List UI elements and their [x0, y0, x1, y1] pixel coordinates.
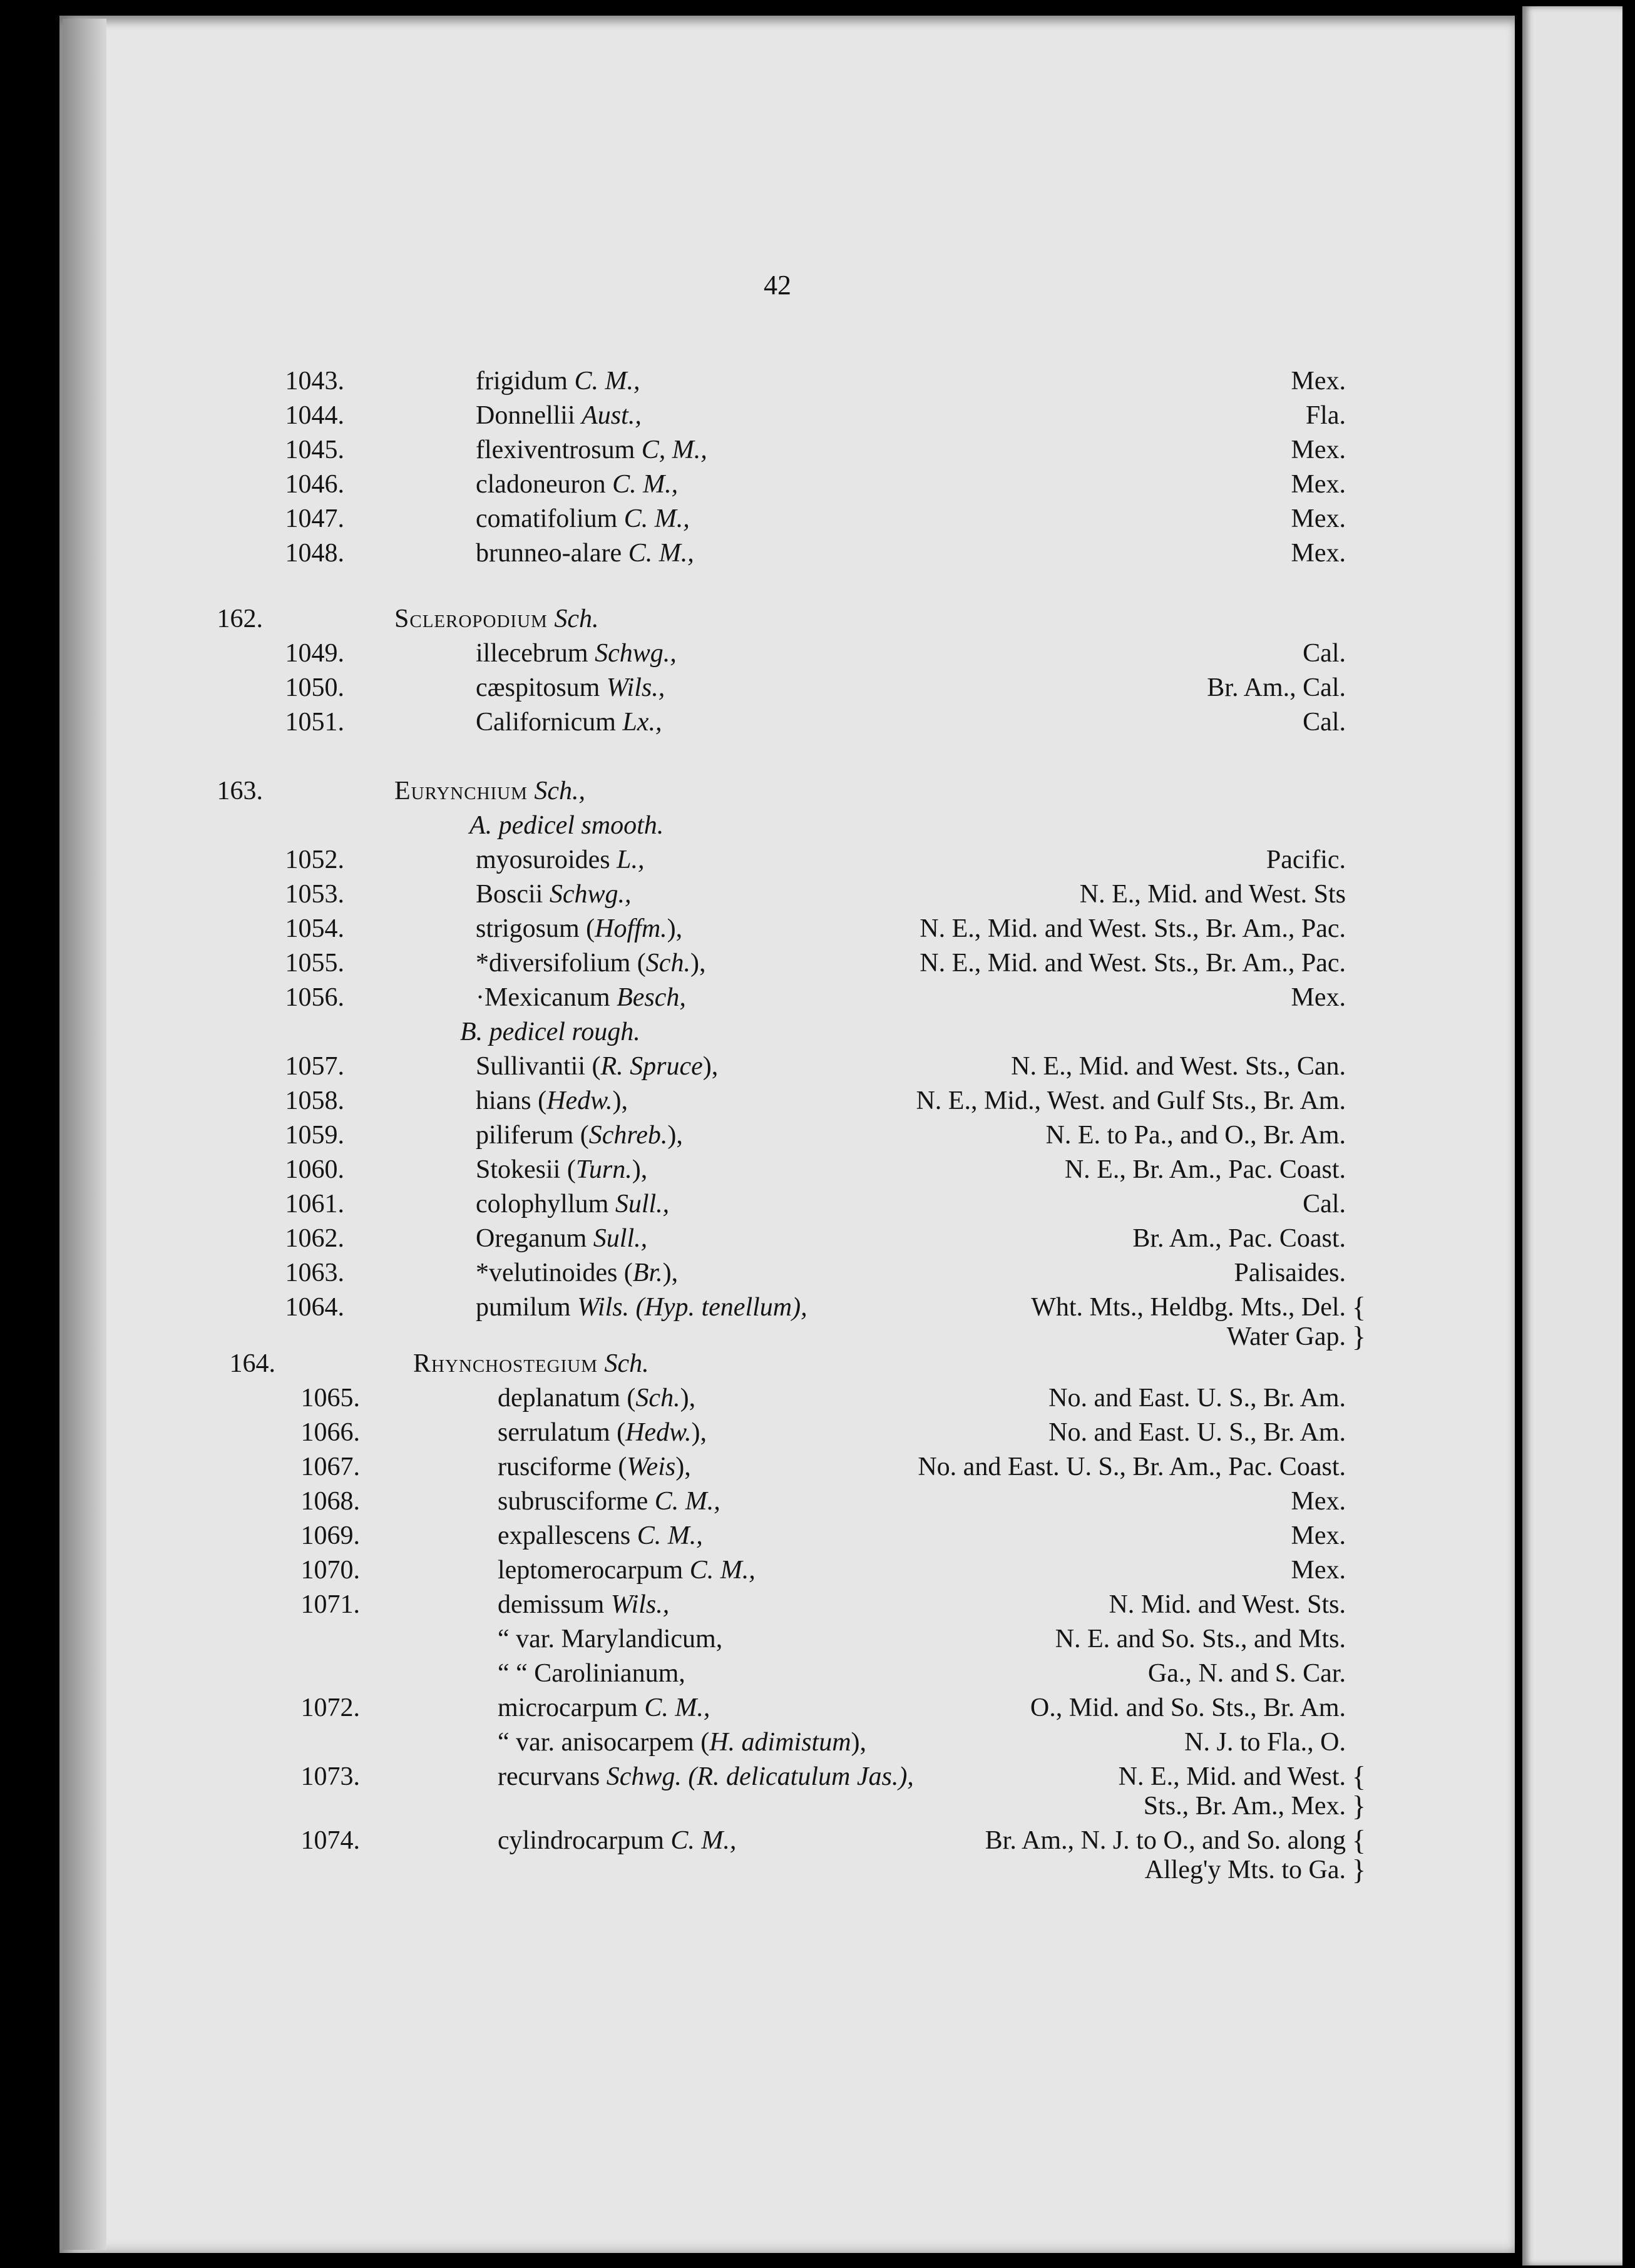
- species-author: C. M.,: [644, 1693, 710, 1722]
- species-author-close: ),: [851, 1728, 867, 1757]
- distribution: Cal.: [1303, 639, 1346, 668]
- distribution: Br. Am., Cal.: [1207, 673, 1346, 702]
- species-epithet: microcarpum: [498, 1693, 638, 1722]
- species-author-close: ),: [632, 1155, 648, 1184]
- distribution: Mex.: [1291, 504, 1346, 533]
- list-item: [0, 1483, 1346, 1520]
- species-epithet: illecebrum: [476, 639, 588, 668]
- entry-number: 1056.: [285, 983, 344, 1012]
- species-epithet: cylindrocarpum: [498, 1826, 664, 1855]
- species-author: C. M.,: [637, 1521, 703, 1550]
- entry-number: 1049.: [285, 639, 344, 668]
- species-author: Hoffm.: [595, 914, 667, 943]
- entry-number: 1043.: [285, 367, 344, 396]
- species-author: Wils. (Hyp. tenellum),: [577, 1293, 807, 1322]
- species-author: C. M.,: [670, 1826, 737, 1855]
- species-author: Hedw.: [546, 1086, 613, 1115]
- entry-number: 1069.: [300, 1521, 360, 1550]
- list-item: [0, 363, 1346, 399]
- species-author-close: ),: [667, 914, 683, 943]
- genus-author: Sch.,: [534, 777, 586, 805]
- species-author: Lx.,: [622, 708, 662, 737]
- entry-number: 1053.: [285, 880, 344, 909]
- genus-title: Eurynchium: [394, 777, 528, 805]
- distribution: Mex.: [1291, 1487, 1346, 1516]
- species-author: R. Spruce: [600, 1052, 703, 1081]
- entry-number: 1048.: [285, 539, 344, 568]
- species-author: Schwg.,: [595, 639, 677, 668]
- genus-author: Sch.: [554, 605, 599, 633]
- genus-heading: [0, 1346, 1346, 1382]
- species-author-close: ),: [667, 1121, 683, 1150]
- entry-number: 1047.: [285, 504, 344, 533]
- species-epithet: Stokesii (: [476, 1155, 576, 1184]
- list-item: [0, 945, 1346, 981]
- distribution: Mex.: [1291, 436, 1346, 464]
- subgroup-label: A. pedicel smooth.: [469, 811, 664, 840]
- genus-heading: [0, 773, 1346, 809]
- species-author: C. M.,: [689, 1556, 756, 1585]
- species-epithet: recurvans: [498, 1762, 600, 1791]
- species-author: C. M.,: [654, 1487, 720, 1516]
- page-number: 42: [764, 270, 791, 300]
- distribution: N. E., Mid. and West. Sts., Br. Am., Pac.: [920, 914, 1346, 943]
- list-item: [0, 1048, 1346, 1085]
- distribution: N. J. to Fla., O.: [1184, 1728, 1346, 1757]
- entry-number: 1057.: [285, 1052, 344, 1081]
- entry-number: 1070.: [300, 1556, 360, 1585]
- species-author: C. M.,: [612, 470, 679, 499]
- species-epithet: *velutinoides (: [476, 1259, 633, 1287]
- distribution: Mex.: [1291, 1556, 1346, 1585]
- list-item: [0, 1655, 1346, 1692]
- distribution: Wht. Mts., Heldbg. Mts., Del.: [1031, 1293, 1346, 1322]
- list-item: [0, 1255, 1346, 1291]
- genus-name: [394, 773, 585, 809]
- species-author: C. M.,: [574, 367, 640, 396]
- species-author-close: ),: [702, 1052, 719, 1081]
- species-epithet: hians (: [476, 1086, 547, 1115]
- species-author: C. M.,: [623, 504, 690, 533]
- entry-number: 1059.: [285, 1121, 344, 1150]
- species-author-close: ),: [612, 1086, 628, 1115]
- list-item: [0, 635, 1346, 672]
- species-author-close: ),: [680, 1384, 696, 1412]
- entry-number: 1067.: [300, 1453, 360, 1481]
- species-author-close: ),: [690, 949, 706, 978]
- species-epithet: Donnellii: [476, 401, 575, 430]
- distribution: Mex.: [1291, 539, 1346, 568]
- genus-number: 162.: [217, 605, 263, 633]
- genus-name: [413, 1346, 649, 1382]
- list-item: [0, 1186, 1346, 1222]
- genus-title: Scleropodium: [394, 605, 548, 633]
- subgroup-label: B. pedicel rough.: [460, 1018, 640, 1046]
- distribution: Mex.: [1291, 470, 1346, 499]
- species-author: Weis: [627, 1453, 676, 1481]
- list-item: [0, 466, 1346, 503]
- species-author: Wils.,: [610, 1590, 670, 1619]
- distribution: N. E. and So. Sts., and Mts.: [1055, 1625, 1346, 1653]
- entry-number: 1046.: [285, 470, 344, 499]
- list-item: [0, 397, 1346, 434]
- species-author: Sch.: [635, 1384, 680, 1412]
- list-item: [0, 979, 1346, 1016]
- list-item: [0, 1380, 1346, 1416]
- species-author: Aust.,: [582, 401, 642, 430]
- distribution: Br. Am., Pac. Coast.: [1132, 1224, 1346, 1253]
- species-epithet: flexiventrosum: [476, 436, 635, 464]
- species-author: Besch,: [617, 983, 686, 1012]
- list-item: [0, 704, 1346, 740]
- species-epithet: pumilum: [476, 1293, 571, 1322]
- species-author: Sull.,: [615, 1190, 670, 1218]
- species-author: C, M.,: [641, 436, 707, 464]
- entry-number: 1073.: [300, 1762, 360, 1791]
- list-item: [0, 1518, 1346, 1554]
- list-item: [0, 432, 1346, 468]
- distribution: No. and East. U. S., Br. Am.: [1048, 1418, 1346, 1447]
- distribution: N. E. to Pa., and O., Br. Am.: [1045, 1121, 1346, 1150]
- brace-mark: }: [1351, 1320, 1366, 1352]
- species-epithet: serrulatum (: [498, 1418, 626, 1447]
- distribution: N. E., Mid. and West. Sts: [1079, 880, 1346, 909]
- species-author: L.,: [617, 845, 645, 874]
- entry-number: 1063.: [285, 1259, 344, 1287]
- entry-number: 1061.: [285, 1190, 344, 1218]
- species-epithet: leptomerocarpum: [498, 1556, 684, 1585]
- distribution: Mex.: [1291, 1521, 1346, 1550]
- genus-name: [394, 601, 598, 637]
- list-item-continuation: [0, 1852, 1366, 1888]
- list-item: [0, 842, 1346, 878]
- entry-number: 1072.: [300, 1693, 360, 1722]
- species-epithet: “ “ Carolinianum,: [498, 1659, 685, 1688]
- species-epithet: frigidum: [476, 367, 568, 396]
- list-item: [0, 1449, 1346, 1485]
- species-epithet: “ var. anisocarpem (: [498, 1728, 710, 1757]
- list-item: [0, 501, 1346, 537]
- distribution: Cal.: [1303, 1190, 1346, 1218]
- entry-number: 1055.: [285, 949, 344, 978]
- list-item: [0, 1152, 1346, 1188]
- distribution: Pacific.: [1266, 845, 1346, 874]
- species-epithet: Sullivantii (: [476, 1052, 601, 1081]
- brace-mark: {: [1351, 1291, 1366, 1323]
- entry-number: 1054.: [285, 914, 344, 943]
- species-epithet: Boscii: [476, 880, 543, 909]
- species-epithet: subrusciforme: [498, 1487, 648, 1516]
- species-epithet: ·Mexicanum: [476, 983, 610, 1012]
- species-epithet: piliferum (: [476, 1121, 589, 1150]
- list-item: [0, 1220, 1346, 1257]
- distribution: Mex.: [1291, 983, 1346, 1012]
- entry-number: 1052.: [285, 845, 344, 874]
- species-epithet: Oreganum: [476, 1224, 587, 1253]
- species-epithet: brunneo-alare: [476, 539, 622, 568]
- species-author: C. M.,: [628, 539, 694, 568]
- brace-mark: }: [1351, 1854, 1366, 1886]
- species-author: Schreb.: [588, 1121, 668, 1150]
- entry-number: 1065.: [300, 1384, 360, 1412]
- genus-title: Rhynchostegium: [413, 1349, 598, 1378]
- distribution: No. and East. U. S., Br. Am., Pac. Coast.: [918, 1453, 1346, 1481]
- species-author-close: ),: [675, 1453, 691, 1481]
- genus-author: Sch.: [604, 1349, 649, 1378]
- distribution: Br. Am., N. J. to O., and So. along: [985, 1826, 1346, 1855]
- entry-number: 1064.: [285, 1293, 344, 1322]
- entry-number: 1044.: [285, 401, 344, 430]
- entry-number: 1068.: [300, 1487, 360, 1516]
- distribution: Ga., N. and S. Car.: [1147, 1659, 1346, 1688]
- species-author: Turn.: [575, 1155, 632, 1184]
- brace-mark: }: [1351, 1790, 1366, 1822]
- species-author: Sch.: [645, 949, 690, 978]
- species-author: H. adimistum: [709, 1728, 851, 1757]
- distribution: N. E., Mid. and West. Sts., Can.: [1011, 1052, 1346, 1081]
- distribution-continued: Water Gap.: [1226, 1322, 1346, 1351]
- species-epithet: demissum: [498, 1590, 605, 1619]
- list-item: [0, 1621, 1346, 1657]
- list-item: [0, 876, 1346, 912]
- species-epithet: expallescens: [498, 1521, 631, 1550]
- species-epithet: myosuroides: [476, 845, 610, 874]
- species-epithet: Californicum: [476, 708, 616, 737]
- entry-number: 1062.: [285, 1224, 344, 1253]
- species-author-close: ),: [691, 1418, 707, 1447]
- distribution: Mex.: [1291, 367, 1346, 396]
- brace-mark: {: [1351, 1760, 1366, 1792]
- entry-number: 1060.: [285, 1155, 344, 1184]
- genus-number: 163.: [217, 777, 263, 805]
- list-item: [0, 1117, 1346, 1153]
- species-epithet: colophyllum: [476, 1190, 609, 1218]
- genus-number: 164.: [229, 1349, 275, 1378]
- species-epithet: cladoneuron: [476, 470, 606, 499]
- list-item: [0, 1552, 1346, 1588]
- entry-number: 1074.: [300, 1826, 360, 1855]
- species-author: Schwg.,: [549, 880, 632, 909]
- species-author-close: ),: [662, 1259, 679, 1287]
- species-epithet: *diversifolium (: [476, 949, 646, 978]
- species-author: Schwg. (R. delicatulum Jas.),: [606, 1762, 914, 1791]
- distribution: N. E., Mid. and West.: [1118, 1762, 1346, 1791]
- facing-page-edge: [1522, 6, 1622, 2265]
- list-item-continuation: [0, 1788, 1366, 1824]
- list-item: [0, 1690, 1346, 1726]
- list-item: [0, 1083, 1346, 1119]
- list-item: [0, 670, 1346, 706]
- entry-number: 1045.: [285, 436, 344, 464]
- list-item: [0, 1586, 1346, 1623]
- distribution: Cal.: [1303, 708, 1346, 737]
- species-epithet: “ var. Marylandicum,: [498, 1625, 723, 1653]
- list-item: [0, 1724, 1346, 1760]
- distribution: N. Mid. and West. Sts.: [1109, 1590, 1346, 1619]
- entry-number: 1051.: [285, 708, 344, 737]
- species-author: Wils.,: [606, 673, 665, 702]
- distribution: N. E., Mid., West. and Gulf Sts., Br. Am.: [916, 1086, 1346, 1115]
- entry-number: 1066.: [300, 1418, 360, 1447]
- distribution: N. E., Mid. and West. Sts., Br. Am., Pac.: [920, 949, 1346, 978]
- species-epithet: strigosum (: [476, 914, 595, 943]
- entry-number: 1050.: [285, 673, 344, 702]
- distribution: No. and East. U. S., Br. Am.: [1048, 1384, 1346, 1412]
- species-epithet: rusciforme (: [498, 1453, 627, 1481]
- species-epithet: deplanatum (: [498, 1384, 636, 1412]
- distribution-continued: Sts., Br. Am., Mex.: [1143, 1792, 1346, 1821]
- species-epithet: comatifolium: [476, 504, 618, 533]
- species-author: Br.: [632, 1259, 663, 1287]
- species-author: Sull.,: [593, 1224, 648, 1253]
- genus-heading: [0, 601, 1346, 637]
- list-item: [0, 535, 1346, 571]
- distribution-continued: Alleg'y Mts. to Ga.: [1144, 1856, 1346, 1884]
- distribution: Fla.: [1305, 401, 1346, 430]
- species-author: Hedw.: [625, 1418, 692, 1447]
- list-item: [0, 911, 1346, 947]
- entry-number: 1058.: [285, 1086, 344, 1115]
- distribution: Palisaides.: [1234, 1259, 1346, 1287]
- list-item: [0, 1414, 1346, 1451]
- species-epithet: cæspitosum: [476, 673, 600, 702]
- brace-mark: {: [1351, 1824, 1366, 1856]
- distribution: N. E., Br. Am., Pac. Coast.: [1064, 1155, 1346, 1184]
- distribution: O., Mid. and So. Sts., Br. Am.: [1030, 1693, 1346, 1722]
- entry-number: 1071.: [300, 1590, 360, 1619]
